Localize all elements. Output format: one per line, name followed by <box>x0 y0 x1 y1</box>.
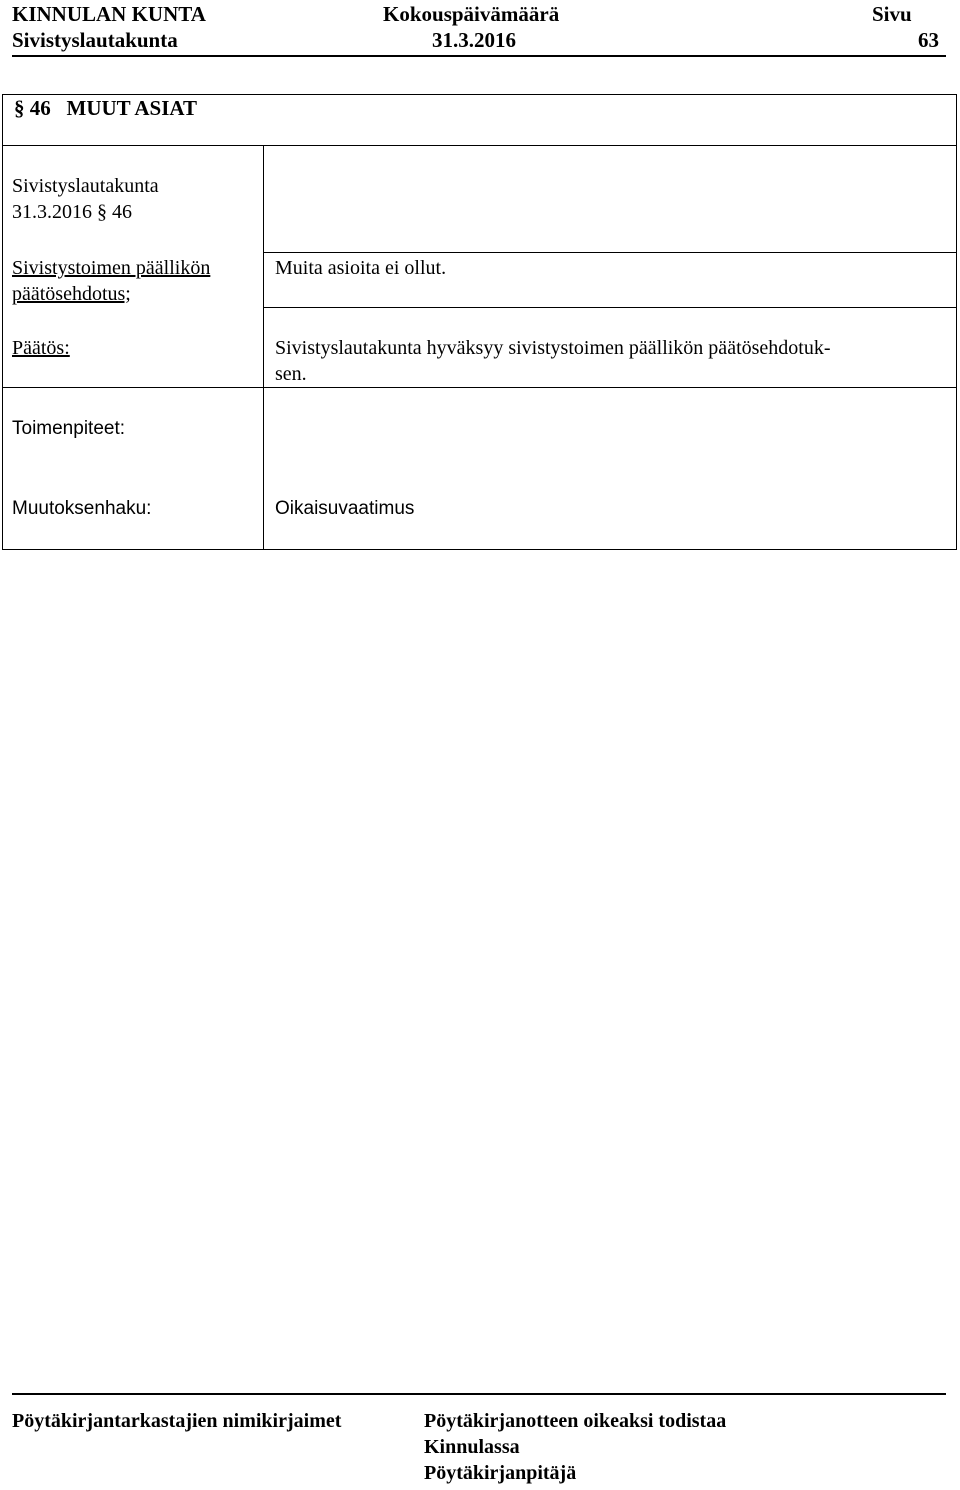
footer-rule <box>12 1393 946 1395</box>
decision-text-line-1: Sivistyslautakunta hyväksyy sivistystoimen päällikön päätösehdotuk- <box>275 337 831 359</box>
appeal-label: Muutoksenhaku: <box>12 498 152 519</box>
org-name: KINNULAN KUNTA <box>12 2 206 26</box>
footer-secretary: Pöytäkirjanpitäjä <box>424 1462 577 1484</box>
proposal-text: Muita asioita ei ollut. <box>275 257 447 279</box>
page-number: 63 <box>918 28 939 52</box>
reference-line-2: 31.3.2016 § 46 <box>12 201 132 223</box>
decision-text-line-2: sen. <box>275 363 307 385</box>
date-label: Kokouspäivämäärä <box>383 2 560 26</box>
reference-line-1: Sivistyslautakunta <box>12 175 159 197</box>
column-divider <box>263 145 264 550</box>
section-title: § 46 MUUT ASIAT <box>14 96 198 120</box>
meeting-date: 31.3.2016 <box>432 28 516 52</box>
row-divider-1 <box>263 252 957 253</box>
header-rule <box>12 55 946 57</box>
proposal-label-line-2: päätösehdotus; <box>12 283 131 305</box>
page-label: Sivu <box>872 2 912 26</box>
footer-initials-label: Pöytäkirjantarkastajien nimikirjaimet <box>12 1410 342 1432</box>
proposal-label-line-1: Sivistystoimen päällikön <box>12 257 211 279</box>
appeal-text: Oikaisuvaatimus <box>275 498 415 519</box>
footer-place: Kinnulassa <box>424 1436 520 1458</box>
row-divider-2 <box>263 307 957 308</box>
row-divider-3 <box>2 387 957 388</box>
decision-label: Päätös: <box>12 337 70 359</box>
board-name: Sivistyslautakunta <box>12 28 178 52</box>
actions-label: Toimenpiteet: <box>12 418 126 439</box>
footer-certify-label: Pöytäkirjanotteen oikeaksi todistaa <box>424 1410 727 1432</box>
